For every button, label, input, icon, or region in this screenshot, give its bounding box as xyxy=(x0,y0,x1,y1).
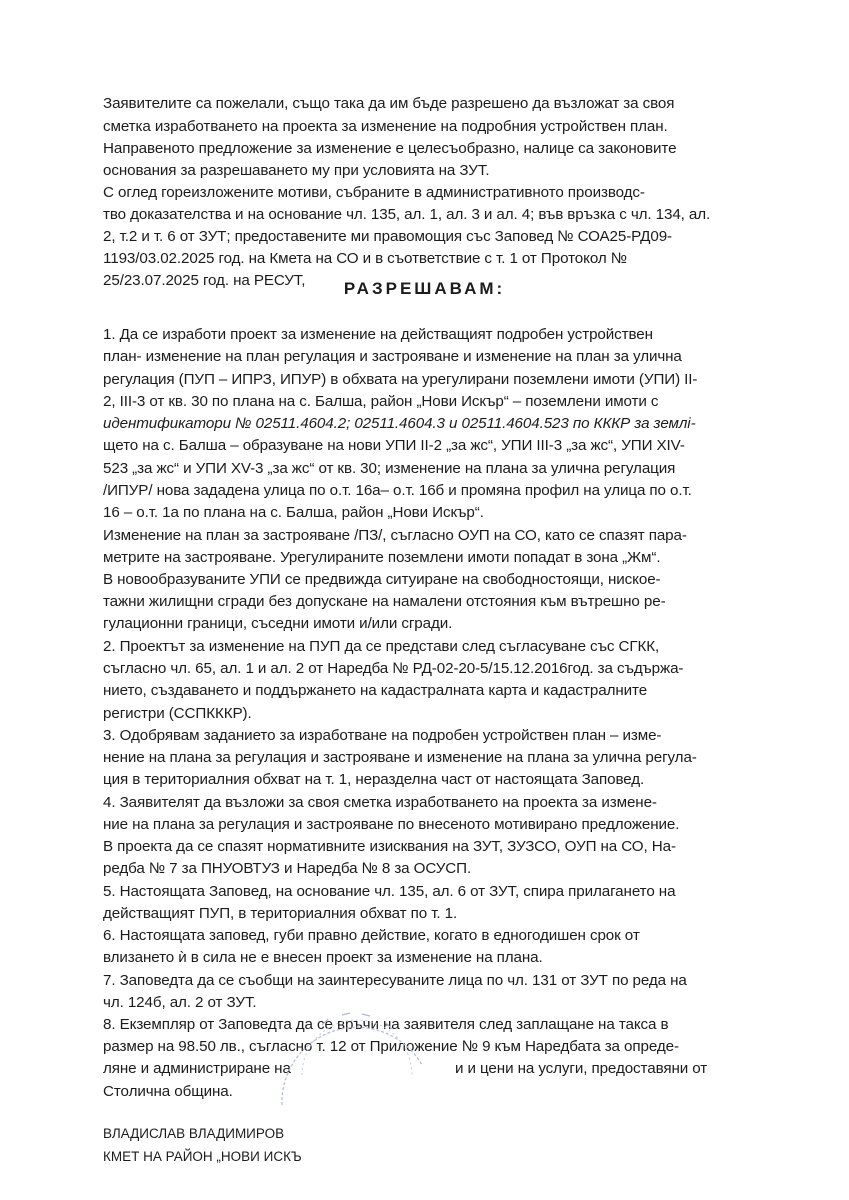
text-line: тво доказателства и на основание чл. 135, ал. 1, ал. 3 и ал. 4; във връзка с чл. 134, ал. xyxy=(103,206,711,223)
text-line: 16 – о.т. 1а по плана на с. Балша, район „Нови Искър“. xyxy=(103,504,484,521)
text-line: ние на плана за регулация и застрояване по внесеното мотивирано предложение. xyxy=(103,816,680,833)
text-line: 523 „за жс“ и УПИ XV-3 „за жс“ от кв. 30; изменение на плана за улична регулация xyxy=(103,460,676,477)
text-line: 5. Настоящата Заповед, на основание чл. 135, ал. 6 от ЗУТ, спира прилагането на xyxy=(103,883,676,900)
text-line: ляне и администриране на xyxy=(103,1060,291,1077)
stamp-impression xyxy=(262,1005,442,1115)
text-line: В проекта да се спазят нормативните изисквания на ЗУТ, ЗУЗСО, ОУП на СО, На- xyxy=(103,838,676,855)
text-line: чл. 124б, ал. 2 от ЗУТ. xyxy=(103,994,257,1011)
decision-heading: РАЗРЕШАВАМ: xyxy=(343,279,506,298)
text-line: основания за разрешаването му при условията на ЗУТ. xyxy=(103,162,490,179)
text-line: сметка изработването на проекта за изменение на подробния устройствен план. xyxy=(103,118,668,135)
text-line: регистри (ССПКККР). xyxy=(103,705,252,722)
text-line: 2, т.2 и т. 6 от ЗУТ; предоставените ми правомощия със Заповед № СОА25-РД09- xyxy=(103,228,673,245)
text-line: 1. Да се изработи проект за изменение на действащият подробен устройствен xyxy=(103,326,653,343)
text-line: действащият ПУП, в териториалния обхват по т. 1. xyxy=(103,905,458,922)
text-line: съгласно чл. 65, ал. 1 и ал. 2 от Наредба № РД-02-20-5/15.12.2016год. за съдържа- xyxy=(103,660,684,677)
text-line: регулация (ПУП – ИПРЗ, ИПУР) в обхвата на урегулирани поземлени имоти (УПИ) II- xyxy=(103,371,698,388)
text-line: 25/23.07.2025 год. на РЕСУТ, xyxy=(103,272,306,289)
text-line: 3. Одобрявам заданието за изработване на подробен устройствен план – изме- xyxy=(103,727,662,744)
text-line: идентификатори № 02511.4604.2; 02511.4604.3 и 02511.4604.523 по КККР за землі- xyxy=(103,415,696,432)
text-line: 4. Заявителят да възложи за своя сметка изработването на проекта за измене- xyxy=(103,794,657,811)
text-line: Изменение на план за застрояване /ПЗ/, съгласно ОУП на СО, като се спазят пара- xyxy=(103,527,687,544)
text-line: метрите на застрояване. Урегулираните поземлени имоти попадат в зона „Жм“. xyxy=(103,549,661,566)
text-line: Заявителите са пожелали, също така да им бъде разрешено да възложат за своя xyxy=(103,95,675,112)
text-line: 6. Настоящата заповед, губи правно действие, когато в едногодишен срок от xyxy=(103,927,640,944)
text-line: влизането ѝ в сила не е внесен проект за изменение на плана. xyxy=(103,949,543,966)
text-line: нение на плана за регулация и застрояване и изменение на плана за улична регула- xyxy=(103,749,697,766)
text-line: щето на с. Балша – образуване на нови УПИ II-2 „за жс“, УПИ III-3 „за жс“, УПИ XIV- xyxy=(103,437,685,454)
text-line: Столична община. xyxy=(103,1083,233,1100)
text-line: план- изменение на план регулация и застрояване и изменение на план за улична xyxy=(103,348,682,365)
text-line: редба № 7 за ПНУОВТУЗ и Наредба № 8 за ОСУСП. xyxy=(103,860,472,877)
text-line: 1193/03.02.2025 год. на Кмета на СО и в съответствие с т. 1 от Протокол № xyxy=(103,250,627,267)
text-line: нието, създаването и поддържането на кадастралната карта и кадастралните xyxy=(103,682,648,699)
text-line: 2, III-3 от кв. 30 по плана на с. Балша, район „Нови Искър“ – поземлени имоти с xyxy=(103,393,659,410)
text-line: 2. Проектът за изменение на ПУП да се представи след съгласуване със СГКК, xyxy=(103,638,660,655)
text-line: С оглед гореизложените мотиви, събраните в административното производс- xyxy=(103,184,645,201)
text-line: ция в териториалния обхват на т. 1, неразделна част от настоящата Заповед. xyxy=(103,771,645,788)
signatory-name: ВЛАДИСЛАВ ВЛАДИМИРОВ xyxy=(103,1126,285,1141)
signatory-title: КМЕТ НА РАЙОН „НОВИ ИСКЪ xyxy=(103,1149,302,1164)
text-line: 7. Заповедта да се съобщи на заинтересуваните лица по чл. 131 от ЗУТ по реда на xyxy=(103,972,687,989)
text-line: гулационни граници, съседни имоти и/или сгради. xyxy=(103,615,453,632)
text-line: размер на 98.50 лв., съгласно т. 12 от Приложение № 9 към Наредбата за опреде- xyxy=(103,1038,679,1055)
text-line: Направеното предложение за изменение е целесъобразно, налице са законовите xyxy=(103,140,677,157)
text-line-right-fragment: и и цени на услуги, предоставяни от xyxy=(455,1060,708,1077)
text-line: 8. Екземпляр от Заповедта да се връчи на заявителя след заплащане на такса в xyxy=(103,1016,669,1033)
text-line: /ИПУР/ нова зададена улица по о.т. 16а– о.т. 16б и промяна профил на улица по о.т. xyxy=(103,482,692,499)
text-line: тажни жилищни сгради без допускане на намалени отстояния към вътрешно ре- xyxy=(103,593,666,610)
text-line: В новообразуваните УПИ се предвижда ситуиране на свободностоящи, нискоe- xyxy=(103,571,661,588)
